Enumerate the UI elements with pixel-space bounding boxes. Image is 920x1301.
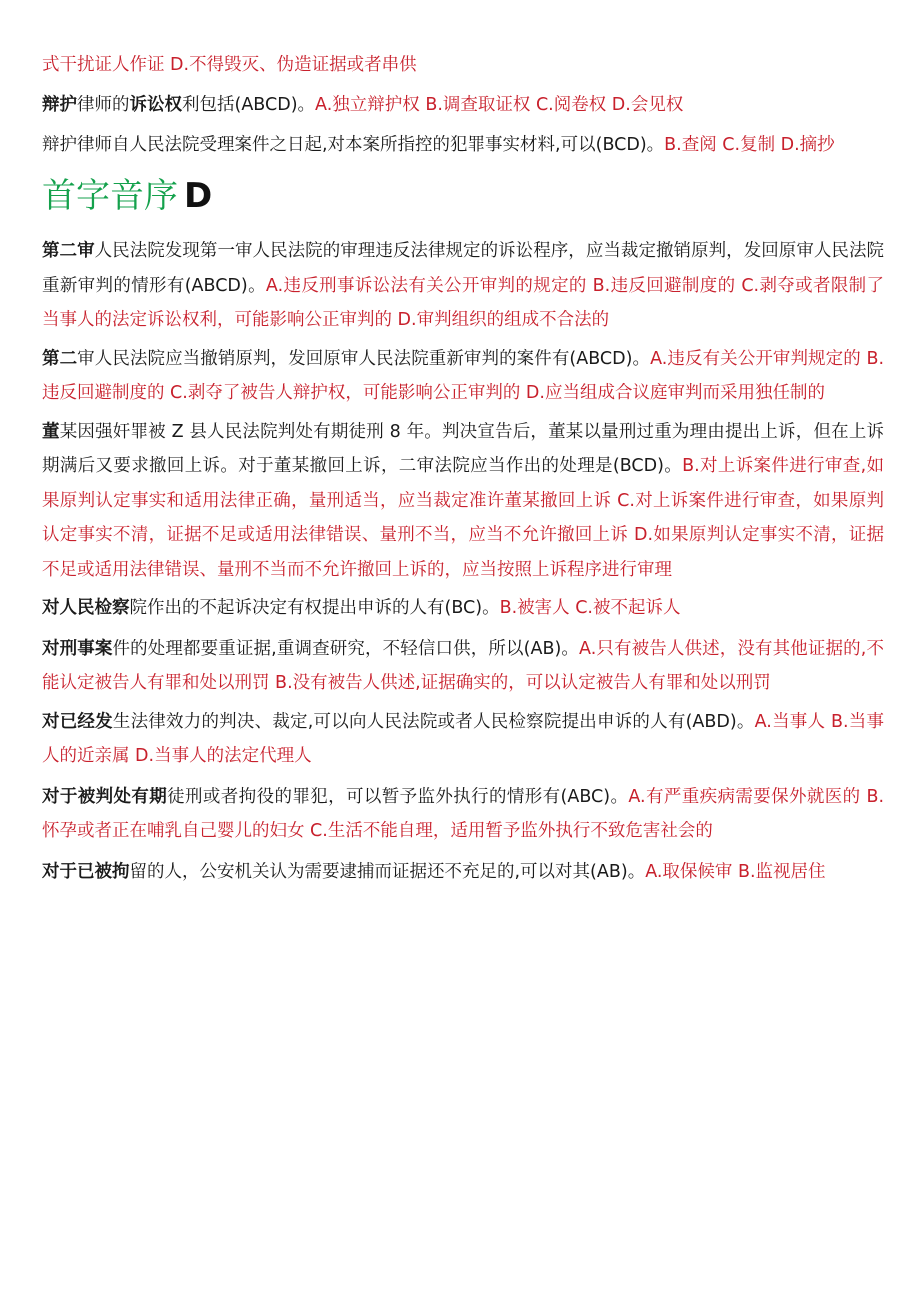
answer-text: A.有严重疾病需要保外就医的 B.怀孕或者正在哺乳自己婴儿的妇女 C.生活不能自理，适用暂予监外执行不致危害社会的: [42, 786, 885, 841]
question-body: 生法律效力的判决、裁定,可以向人民法院或者人民检察院提出申诉的人有(ABD)。: [112, 711, 755, 732]
question-lead: 对人民检察: [42, 598, 130, 618]
question-body: 辩护律师自人民法院受理案件之日起,对本案所指控的犯罪事实材料,可以(BCD)。: [42, 135, 665, 155]
question-keyword: 诉讼权: [129, 95, 182, 115]
question-body: 利包括(ABCD)。: [182, 95, 316, 115]
question-paragraph: [42, 415, 884, 588]
question-body: 件的处理都要重证据,重调查研究，不轻信口供，所以(AB)。: [112, 638, 580, 659]
question-paragraph: [42, 128, 884, 162]
answer-text: A.独立辩护权 B.调查取证权 C.阅卷权 D.会见权: [315, 95, 684, 115]
question-body: 审人民法院应当撤销原判，发回原审人民法院重新审判的案件有(ABCD)。: [77, 348, 651, 369]
section-heading: [42, 174, 884, 218]
question-paragraph: [42, 591, 884, 626]
question-paragraph: [42, 705, 884, 774]
question-body: 某因强奸罪被 Z 县人民法院判处有期徒刑 8 年。判决宣告后，董某以量刑过重为理由提出上诉，但在上诉期满后又要求撤回上诉。对于董某撤回上诉，二审法院应当作出的处理是(BCD)。: [42, 421, 885, 476]
question-paragraph: [42, 855, 884, 890]
question-body: 人民法院发现第一审人民法院的审理违反法律规定的诉讼程序，应当裁定撤销原判，发回原审人民法院重新审判的情形有(ABCD)。: [42, 241, 885, 296]
answer-text: A.当事人 B.当事人的近亲属 D.当事人的法定代理人: [42, 711, 885, 766]
document-page: [42, 48, 884, 889]
question-body: 院作出的不起诉决定有权提出申诉的人有(BC)。: [129, 598, 500, 618]
question-body: 留的人，公安机关认为需要逮捕而证据还不充足的,可以对其(AB)。: [129, 861, 646, 882]
question-lead: 对刑事案: [42, 638, 113, 659]
question-paragraph: [42, 342, 884, 411]
question-paragraph: [42, 780, 884, 849]
question-lead: 辩护: [42, 95, 77, 115]
question-body: 徒刑或者拘役的罪犯，可以暂予监外执行的情形有(ABC)。: [167, 786, 629, 807]
answer-text: A.只有被告人供述，没有其他证据的,不能认定被告人有罪和处以刑罚 B.没有被告人供述,证据确实的，可以认定被告人有罪和处以刑罚: [42, 638, 884, 693]
question-lead: 第二审: [42, 241, 95, 261]
answer-text: A.违反有关公开审判规定的 B.违反回避制度的 C.剥夺了被告人辩护权，可能影响公正审判的 D.应当组成合议庭审判而采用独任制的: [42, 348, 885, 403]
question-paragraph: [42, 234, 884, 338]
fragment-paragraph: [42, 48, 884, 82]
question-body: 律师的: [77, 95, 130, 115]
answer-text: B.被害人 C.被不起诉人: [499, 598, 681, 618]
section-title: 首字音序: [42, 176, 178, 216]
answer-text: A.取保候审 B.监视居住: [645, 861, 826, 882]
answer-text: A.违反刑事诉讼法有关公开审判的规定的 B.违反回避制度的 C.剥夺或者限制了当事人的法定诉讼权利，可能影响公正审判的 D.审判组织的组成不合法的: [42, 275, 884, 330]
question-lead: 对于已被拘: [42, 861, 130, 882]
question-paragraph: [42, 88, 884, 122]
question-lead: 董: [42, 421, 60, 442]
answer-text: B.对上诉案件进行审查,如果原判认定事实和适用法律正确，量刑适当，应当裁定准许董某撤回上诉 C.对上诉案件进行审查，如果原判认定事实不清，证据不足或适用法律错误、量刑不当，应当不允许撤回上诉 D.如果原判认定事实不清，证据不足或适用法律错误、量刑不当而不允许撤回上诉的，应当按照上诉程序进行审理: [42, 456, 884, 580]
question-lead: 第二: [42, 348, 78, 369]
question-paragraph: [42, 632, 884, 701]
section-letter: D: [184, 176, 213, 216]
answer-text: B.查阅 C.复制 D.摘抄: [664, 135, 835, 155]
answer-text: 式干扰证人作证 D.不得毁灭、伪造证据或者串供: [42, 55, 417, 75]
question-lead: 对已经发: [42, 711, 113, 732]
question-lead: 对于被判处有期: [42, 786, 168, 807]
